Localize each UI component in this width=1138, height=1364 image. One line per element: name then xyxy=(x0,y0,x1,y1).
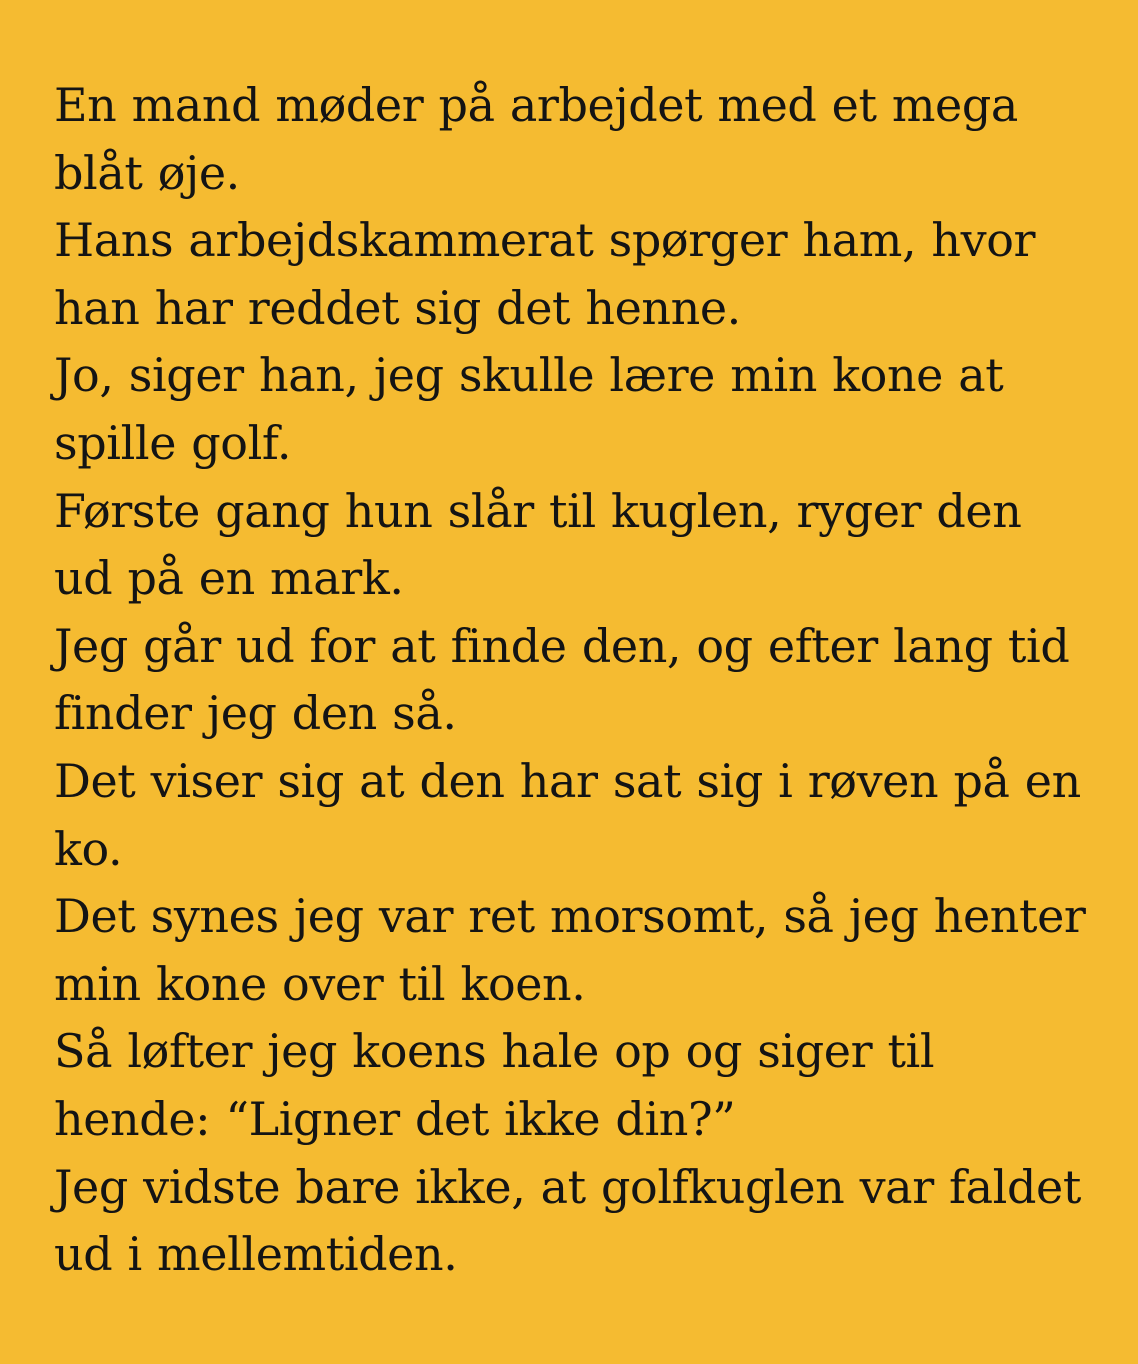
joke-line: Hans arbejdskammerat spørger ham, hvor han har reddet sig det henne. xyxy=(54,213,1036,335)
joke-line: Det viser sig at den har sat sig i røven på en ko. xyxy=(54,753,1081,876)
joke-line: Første gang hun slår til kuglen, ryger den ud på en mark. xyxy=(54,483,1022,606)
joke-text xyxy=(54,72,1098,1289)
joke-line: Jeg vidste bare ikke, at golfkuglen var faldet ud i mellemtiden. xyxy=(54,1159,1081,1282)
joke-line: Så løfter jeg koens hale op og siger til hende: “Ligner det ikke din?” xyxy=(54,1024,935,1146)
joke-line: Det synes jeg var ret morsomt, så jeg henter min kone over til koen. xyxy=(54,889,1086,1011)
joke-line: En mand møder på arbejdet med et mega blåt øje. xyxy=(54,78,1018,200)
joke-line: Jo, siger han, jeg skulle lære min kone at spille golf. xyxy=(54,348,1004,470)
joke-line: Jeg går ud for at finde den, og efter lang tid finder jeg den så. xyxy=(54,618,1070,741)
